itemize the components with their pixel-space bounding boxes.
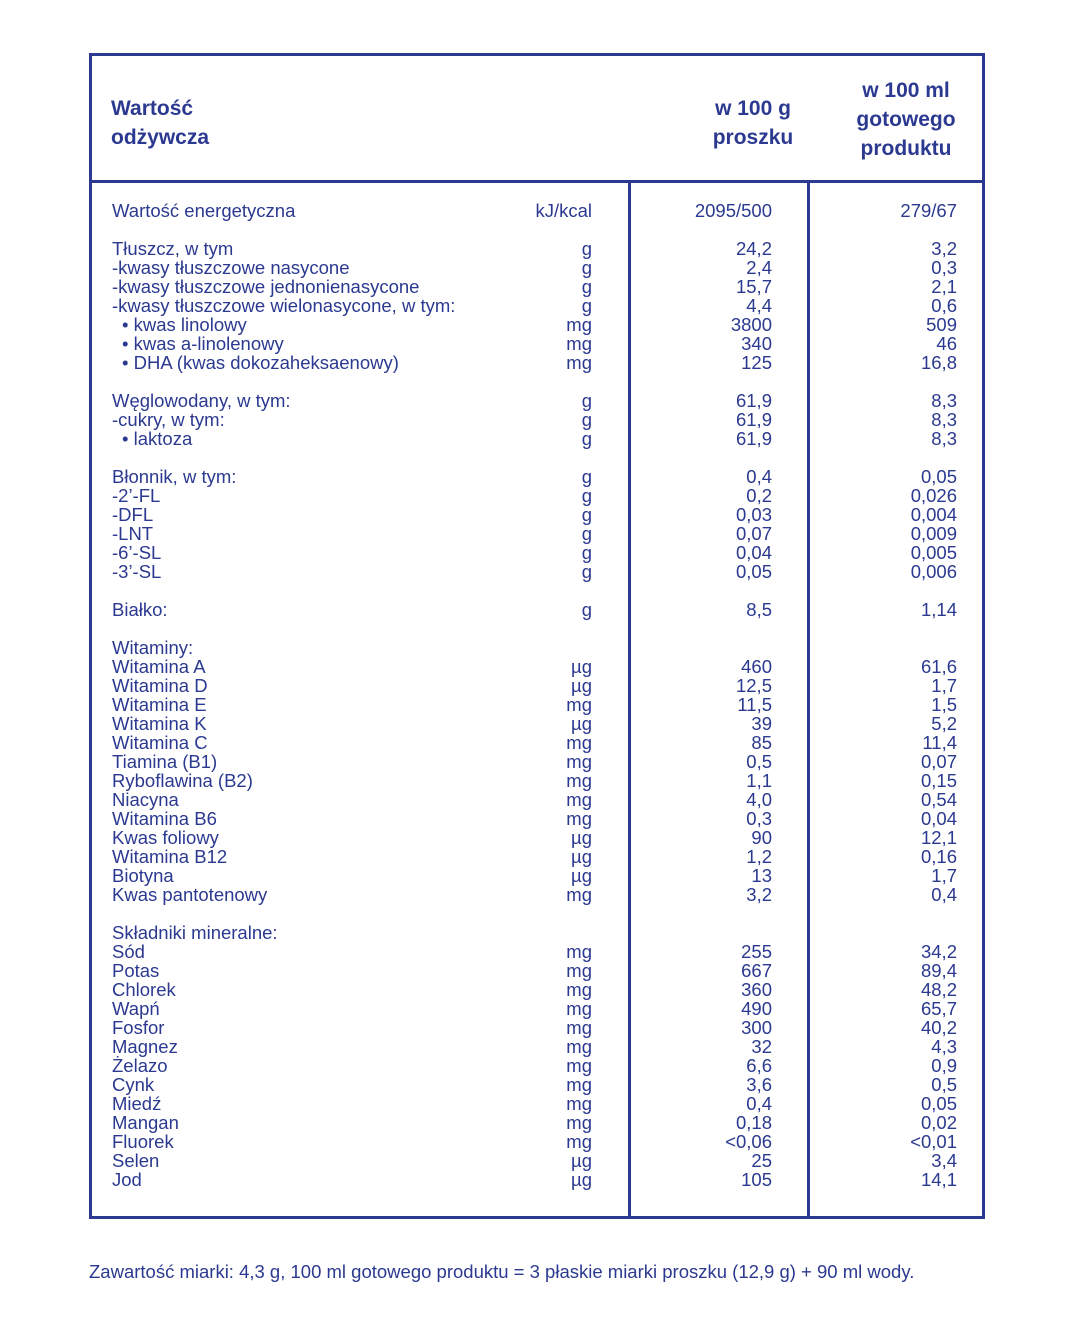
row-value-per-100g: 61,9 xyxy=(735,428,772,449)
row-label: Sód xyxy=(112,941,145,962)
row-value-per-100ml: 0,004 xyxy=(910,504,957,525)
row-value-per-100g: 360 xyxy=(741,979,772,1000)
table-row xyxy=(92,695,982,714)
row-label: Witamina K xyxy=(112,713,207,734)
table-row xyxy=(92,201,982,220)
table-row xyxy=(92,334,982,353)
row-value-per-100g: 0,07 xyxy=(735,523,772,544)
row-unit: g xyxy=(581,257,592,278)
row-value-per-100g: 0,2 xyxy=(746,485,772,506)
table-row xyxy=(92,657,982,676)
row-unit: g xyxy=(581,295,592,316)
row-label: Miedź xyxy=(112,1093,162,1114)
row-value-per-100g: 1,1 xyxy=(746,770,772,791)
table-row xyxy=(92,980,982,999)
row-value-per-100ml: 0,4 xyxy=(931,884,957,905)
row-unit: mg xyxy=(566,1017,592,1038)
row-unit: g xyxy=(581,504,592,525)
row-unit: µg xyxy=(571,675,592,696)
header-col1-line1: w 100 g xyxy=(715,97,791,120)
row-unit: mg xyxy=(566,770,592,791)
row-value-per-100ml: 1,14 xyxy=(920,599,957,620)
row-value-per-100g: 0,05 xyxy=(735,561,772,582)
header-col2-line3: produktu xyxy=(860,137,952,160)
row-value-per-100ml: 1,5 xyxy=(931,694,957,715)
table-row xyxy=(92,410,982,429)
row-value-per-100g: <0,06 xyxy=(725,1131,772,1152)
table-row xyxy=(92,543,982,562)
table-row xyxy=(92,961,982,980)
row-label: Witamina D xyxy=(112,675,208,696)
row-value-per-100g: 1,2 xyxy=(746,846,772,867)
row-unit: g xyxy=(581,523,592,544)
row-unit: g xyxy=(581,542,592,563)
row-label: -kwasy tłuszczowe nasycone xyxy=(112,257,350,278)
row-label: -6’-SL xyxy=(112,542,162,563)
table-row xyxy=(92,790,982,809)
row-label: Cynk xyxy=(112,1074,155,1095)
row-label: Witamina A xyxy=(112,656,206,677)
row-label: • DHA (kwas dokozaheksaenowy) xyxy=(122,352,399,373)
row-label: Tiamina (B1) xyxy=(112,751,218,772)
row-value-per-100g: 85 xyxy=(751,732,772,753)
row-value-per-100g: 667 xyxy=(741,960,772,981)
row-unit: mg xyxy=(566,1055,592,1076)
row-label: Białko: xyxy=(112,599,168,620)
row-unit: mg xyxy=(566,884,592,905)
table-row xyxy=(92,714,982,733)
table-row xyxy=(92,1037,982,1056)
row-value-per-100g: 300 xyxy=(741,1017,772,1038)
row-unit: mg xyxy=(566,333,592,354)
row-value-per-100ml: 0,006 xyxy=(910,561,957,582)
table-header xyxy=(92,56,982,183)
row-unit: µg xyxy=(571,1169,592,1190)
row-value-per-100ml: 11,4 xyxy=(922,732,957,753)
row-label: Błonnik, w tym: xyxy=(112,466,237,487)
row-value-per-100g: 0,4 xyxy=(746,1093,772,1114)
row-label: Chlorek xyxy=(112,979,176,1000)
row-label: Tłuszcz, w tym xyxy=(112,238,234,259)
row-value-per-100g: 12,5 xyxy=(735,675,772,696)
row-value-per-100ml: 1,7 xyxy=(931,865,957,886)
row-unit: mg xyxy=(566,941,592,962)
row-value-per-100g: 2095/500 xyxy=(694,200,772,221)
row-label: Fosfor xyxy=(112,1017,165,1038)
table-row xyxy=(92,847,982,866)
table-row xyxy=(92,1170,982,1189)
row-value-per-100ml: 40,2 xyxy=(920,1017,957,1038)
table-row xyxy=(92,505,982,524)
row-value-per-100g: 105 xyxy=(741,1169,772,1190)
row-value-per-100ml: 509 xyxy=(926,314,957,335)
row-value-per-100ml: 48,2 xyxy=(920,979,957,1000)
row-label: Żelazo xyxy=(112,1055,168,1076)
row-label: Witamina C xyxy=(112,732,208,753)
row-value-per-100g: 15,7 xyxy=(735,276,772,297)
row-value-per-100ml: 34,2 xyxy=(920,941,957,962)
row-value-per-100ml: 0,04 xyxy=(920,808,957,829)
table-row xyxy=(92,923,982,942)
row-value-per-100ml: 0,6 xyxy=(931,295,957,316)
table-row xyxy=(92,638,982,657)
table-row xyxy=(92,999,982,1018)
row-label: Niacyna xyxy=(112,789,179,810)
table-row xyxy=(92,353,982,372)
row-value-per-100g: 0,3 xyxy=(746,808,772,829)
table-row xyxy=(92,1018,982,1037)
row-unit: mg xyxy=(566,314,592,335)
row-label: • kwas linolowy xyxy=(122,314,247,335)
row-label: • laktoza xyxy=(122,428,193,449)
row-label: Fluorek xyxy=(112,1131,174,1152)
row-unit: µg xyxy=(571,1150,592,1171)
row-label: -kwasy tłuszczowe wielonasycone, w tym: xyxy=(112,295,456,316)
row-unit: g xyxy=(581,428,592,449)
row-label: Ryboflawina (B2) xyxy=(112,770,253,791)
row-value-per-100g: 340 xyxy=(741,333,772,354)
row-value-per-100g: 0,04 xyxy=(735,542,772,563)
row-unit: g xyxy=(581,276,592,297)
table-row xyxy=(92,733,982,752)
table-row xyxy=(92,866,982,885)
row-value-per-100g: 0,03 xyxy=(735,504,772,525)
row-label: Wapń xyxy=(112,998,160,1019)
table-row xyxy=(92,771,982,790)
table-row xyxy=(92,809,982,828)
row-label: Witamina E xyxy=(112,694,207,715)
row-value-per-100g: 4,0 xyxy=(746,789,772,810)
table-row xyxy=(92,562,982,581)
row-unit: µg xyxy=(571,865,592,886)
row-label: Składniki mineralne: xyxy=(112,922,278,943)
row-value-per-100ml: 16,8 xyxy=(920,352,957,373)
row-unit: mg xyxy=(566,1131,592,1152)
table-row xyxy=(92,600,982,619)
table-row xyxy=(92,1151,982,1170)
row-value-per-100g: 90 xyxy=(751,827,772,848)
row-value-per-100ml: 0,009 xyxy=(910,523,957,544)
row-label: -3’-SL xyxy=(112,561,162,582)
row-value-per-100g: 3800 xyxy=(730,314,772,335)
table-row xyxy=(92,1113,982,1132)
table-row xyxy=(92,429,982,448)
row-value-per-100g: 0,4 xyxy=(746,466,772,487)
row-unit: mg xyxy=(566,1112,592,1133)
row-unit: g xyxy=(581,485,592,506)
row-value-per-100ml: 0,05 xyxy=(920,1093,957,1114)
row-value-per-100g: 3,2 xyxy=(746,884,772,905)
row-label: Witamina B6 xyxy=(112,808,217,829)
row-unit: µg xyxy=(571,713,592,734)
row-value-per-100g: 4,4 xyxy=(746,295,772,316)
row-label: Kwas foliowy xyxy=(112,827,219,848)
row-value-per-100ml: 2,1 xyxy=(931,276,957,297)
row-value-per-100g: 460 xyxy=(741,656,772,677)
row-unit: g xyxy=(581,561,592,582)
row-value-per-100ml: 8,3 xyxy=(931,390,957,411)
row-unit: g xyxy=(581,238,592,259)
header-name-line1: Wartość xyxy=(111,97,194,120)
table-row xyxy=(92,486,982,505)
row-value-per-100ml: <0,01 xyxy=(910,1131,957,1152)
row-value-per-100ml: 0,02 xyxy=(920,1112,957,1133)
header-col2-line2: gotowego xyxy=(856,108,956,131)
table-row xyxy=(92,752,982,771)
row-value-per-100g: 490 xyxy=(741,998,772,1019)
row-label: Biotyna xyxy=(112,865,174,886)
row-value-per-100g: 32 xyxy=(751,1036,772,1057)
table-row xyxy=(92,277,982,296)
row-unit: mg xyxy=(566,694,592,715)
row-value-per-100ml: 0,026 xyxy=(910,485,957,506)
row-label: Witamina B12 xyxy=(112,846,228,867)
row-value-per-100g: 8,5 xyxy=(746,599,772,620)
table-row xyxy=(92,315,982,334)
row-label: -DFL xyxy=(112,504,154,525)
table-row xyxy=(92,524,982,543)
row-unit: g xyxy=(581,466,592,487)
row-value-per-100ml: 5,2 xyxy=(931,713,957,734)
row-value-per-100ml: 12,1 xyxy=(920,827,957,848)
row-value-per-100g: 125 xyxy=(741,352,772,373)
row-value-per-100ml: 0,07 xyxy=(920,751,957,772)
row-value-per-100g: 11,5 xyxy=(737,694,772,715)
row-value-per-100g: 2,4 xyxy=(746,257,772,278)
row-label: Jod xyxy=(112,1169,142,1190)
table-row xyxy=(92,239,982,258)
row-value-per-100g: 24,2 xyxy=(735,238,772,259)
row-unit: mg xyxy=(566,352,592,373)
header-col2-line1: w 100 ml xyxy=(862,79,950,102)
row-label: Witaminy: xyxy=(112,637,194,658)
row-value-per-100ml: 0,05 xyxy=(920,466,957,487)
row-value-per-100g: 255 xyxy=(741,941,772,962)
row-value-per-100g: 3,6 xyxy=(746,1074,772,1095)
row-value-per-100g: 25 xyxy=(751,1150,772,1171)
row-unit: mg xyxy=(566,751,592,772)
row-unit: mg xyxy=(566,1093,592,1114)
row-value-per-100g: 39 xyxy=(751,713,772,734)
row-value-per-100ml: 279/67 xyxy=(900,200,957,221)
row-value-per-100ml: 4,3 xyxy=(931,1036,957,1057)
row-label: Selen xyxy=(112,1150,160,1171)
row-unit: mg xyxy=(566,789,592,810)
row-unit: mg xyxy=(566,808,592,829)
table-row xyxy=(92,391,982,410)
row-value-per-100ml: 65,7 xyxy=(920,998,957,1019)
row-label: -2’-FL xyxy=(112,485,161,506)
row-value-per-100g: 61,9 xyxy=(735,390,772,411)
table-row xyxy=(92,885,982,904)
row-unit: mg xyxy=(566,998,592,1019)
row-unit: µg xyxy=(571,846,592,867)
row-value-per-100g: 13 xyxy=(751,865,772,886)
row-label: Wartość energetyczna xyxy=(112,200,296,221)
row-unit: mg xyxy=(566,732,592,753)
table-row xyxy=(92,296,982,315)
row-value-per-100ml: 0,9 xyxy=(931,1055,957,1076)
table-row xyxy=(92,1075,982,1094)
row-unit: mg xyxy=(566,979,592,1000)
row-value-per-100g: 6,6 xyxy=(746,1055,772,1076)
scoop-note: Zawartość miarki: 4,3 g, 100 ml gotowego produktu = 3 płaskie miarki proszku (12,9 g) + 90 ml wody. xyxy=(89,1261,915,1282)
row-value-per-100ml: 0,5 xyxy=(931,1074,957,1095)
row-unit: g xyxy=(581,599,592,620)
table-row xyxy=(92,467,982,486)
row-value-per-100ml: 0,16 xyxy=(920,846,957,867)
row-value-per-100ml: 3,2 xyxy=(931,238,957,259)
row-unit: g xyxy=(581,409,592,430)
row-label: -kwasy tłuszczowe jednonienasycone xyxy=(112,276,420,297)
row-value-per-100ml: 1,7 xyxy=(931,675,957,696)
row-label: • kwas a-linolenowy xyxy=(122,333,284,354)
row-value-per-100ml: 0,3 xyxy=(931,257,957,278)
row-unit: g xyxy=(581,390,592,411)
table-row xyxy=(92,942,982,961)
row-label: -cukry, w tym: xyxy=(112,409,225,430)
row-label: Mangan xyxy=(112,1112,179,1133)
row-label: Potas xyxy=(112,960,160,981)
row-label: Węglowodany, w tym: xyxy=(112,390,291,411)
table-row xyxy=(92,1094,982,1113)
row-value-per-100g: 61,9 xyxy=(735,409,772,430)
row-unit: kJ/kcal xyxy=(535,200,592,221)
row-value-per-100ml: 0,005 xyxy=(910,542,957,563)
row-label: Kwas pantotenowy xyxy=(112,884,268,905)
table-row xyxy=(92,828,982,847)
row-value-per-100ml: 0,54 xyxy=(920,789,957,810)
table-row xyxy=(92,258,982,277)
header-nutrition-value xyxy=(111,94,209,152)
row-value-per-100ml: 14,1 xyxy=(920,1169,957,1190)
row-value-per-100ml: 3,4 xyxy=(931,1150,957,1171)
row-unit: mg xyxy=(566,1036,592,1057)
header-col1-line2: proszku xyxy=(712,126,794,149)
row-label: -LNT xyxy=(112,523,154,544)
table-row xyxy=(92,1132,982,1151)
nutrition-table xyxy=(89,53,985,1219)
row-value-per-100ml: 8,3 xyxy=(931,428,957,449)
row-unit: µg xyxy=(571,656,592,677)
table-row xyxy=(92,676,982,695)
row-value-per-100ml: 89,4 xyxy=(920,960,957,981)
row-value-per-100ml: 8,3 xyxy=(931,409,957,430)
row-unit: µg xyxy=(571,827,592,848)
row-value-per-100g: 0,18 xyxy=(735,1112,772,1133)
row-unit: mg xyxy=(566,960,592,981)
row-value-per-100ml: 46 xyxy=(936,333,957,354)
row-label: Magnez xyxy=(112,1036,178,1057)
header-per-100ml xyxy=(812,76,1000,163)
table-row xyxy=(92,1056,982,1075)
row-value-per-100ml: 61,6 xyxy=(920,656,957,677)
row-value-per-100ml: 0,15 xyxy=(920,770,957,791)
header-name-line2: odżywcza xyxy=(111,126,210,149)
row-value-per-100g: 0,5 xyxy=(746,751,772,772)
row-unit: mg xyxy=(566,1074,592,1095)
